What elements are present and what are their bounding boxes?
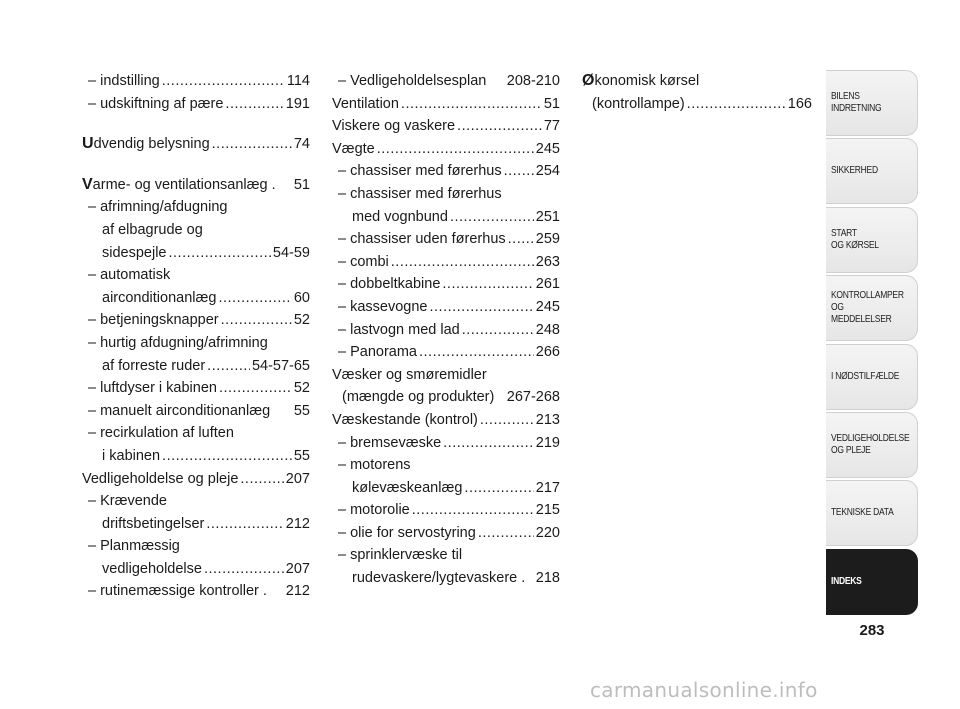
entry-text: – chassiser med førerhus <box>338 185 502 202</box>
entry-label <box>592 93 685 116</box>
entry-label <box>352 567 525 590</box>
entry-page: 207 <box>285 470 310 487</box>
entry-label <box>338 432 441 455</box>
chapter-tab-label: VEDLIGEHOLDELSE OG PLEJE <box>831 432 910 456</box>
entry-page: 217 <box>535 479 560 496</box>
entry-initial: V <box>82 175 93 193</box>
entry-text: – motorolie <box>338 502 410 519</box>
index-entry[interactable] <box>332 454 560 499</box>
entry-label <box>338 296 427 319</box>
dot-leader <box>391 251 534 274</box>
entry-text: i kabinen <box>102 447 161 464</box>
dot-leader <box>457 115 542 138</box>
entry-page: 220 <box>535 524 560 541</box>
entry-page: 51 <box>543 95 560 112</box>
index-entry[interactable] <box>82 490 310 535</box>
index-entry[interactable] <box>332 319 560 342</box>
index-entry[interactable] <box>332 251 560 274</box>
index-entry[interactable] <box>332 499 560 522</box>
entry-label <box>88 377 217 400</box>
entry-page: 266 <box>535 344 560 361</box>
dot-leader <box>206 513 283 536</box>
page-number: 283 <box>859 622 885 639</box>
entry-text: – sprinklervæske til <box>338 547 463 564</box>
entry-text: – luftdyser i kabinen <box>88 380 217 397</box>
chapter-tab[interactable] <box>826 275 918 341</box>
entry-label <box>88 70 160 93</box>
entry-page: 166 <box>787 95 812 112</box>
entry-label <box>338 160 502 183</box>
entry-page: 245 <box>535 140 560 157</box>
entry-text: – automatisk <box>88 267 171 284</box>
entry-text: – betjeningsknapper <box>88 312 219 329</box>
dot-leader <box>508 228 534 251</box>
dot-leader <box>478 522 534 545</box>
index-entry[interactable] <box>82 580 310 603</box>
dot-leader <box>419 341 534 364</box>
entry-page: 191 <box>285 95 310 112</box>
index-entry[interactable] <box>82 377 310 400</box>
index-entry[interactable] <box>82 309 310 332</box>
entry-text: Ventilation <box>332 95 399 112</box>
entry-text: – Vedligeholdelsesplan <box>338 73 487 89</box>
entry-label <box>338 70 486 93</box>
dot-leader <box>401 93 542 116</box>
index-entry[interactable] <box>332 93 560 116</box>
entry-page: 77 <box>543 118 560 135</box>
dot-leader <box>443 432 534 455</box>
entry-page: 51 <box>293 176 310 193</box>
entry-page: 54-59 <box>272 244 310 261</box>
chapter-tab[interactable] <box>826 549 918 615</box>
entry-label <box>82 468 238 491</box>
chapter-tab[interactable] <box>826 207 918 273</box>
entry-text: af elbagrude og <box>102 221 203 238</box>
entry-text: – olie for servostyring <box>338 524 476 541</box>
dot-leader <box>212 133 292 156</box>
entry-label <box>352 206 448 229</box>
entry-text: – recirkulation af luften <box>88 425 234 442</box>
dot-leader <box>429 296 533 319</box>
entry-label <box>102 242 167 265</box>
entry-text: – manuelt airconditionanlæg <box>88 402 271 419</box>
entry-text: Væskestande (kontrol) <box>332 411 478 428</box>
chapter-tab-label: I NØDSTILFÆLDE <box>831 370 900 382</box>
index-entry[interactable] <box>332 341 560 364</box>
dot-leader <box>462 319 534 342</box>
entry-text: Vedligeholdelse og pleje <box>82 470 239 487</box>
entry-text: Væsker og smøremidler <box>332 366 487 383</box>
entry-text: arme- og ventilationsanlæg . <box>92 176 276 193</box>
index-entry[interactable] <box>332 228 560 251</box>
entry-text: dvendig belysning <box>93 136 210 153</box>
index-entry[interactable] <box>332 70 560 93</box>
entry-text: med vognbund <box>352 208 448 225</box>
dot-leader <box>162 445 292 468</box>
index-entry[interactable] <box>82 535 310 580</box>
dot-leader <box>218 287 291 310</box>
entry-text: – dobbeltkabine <box>338 276 441 293</box>
entry-label <box>342 386 494 409</box>
entry-text: – chassiser med førerhus <box>338 163 502 180</box>
chapter-tab-label: TEKNISKE DATA <box>831 507 894 519</box>
entry-label <box>102 287 216 310</box>
index-entry[interactable] <box>332 409 560 432</box>
dot-leader <box>169 242 271 265</box>
entry-page: 74 <box>293 136 310 153</box>
dot-leader <box>207 355 250 378</box>
entry-text: Viskere og vaskere <box>332 118 456 135</box>
chapter-tabs <box>826 70 918 617</box>
watermark: carmanualsonline.info <box>590 678 818 702</box>
entry-page: 60 <box>293 289 310 306</box>
index-entry[interactable] <box>332 160 560 183</box>
entry-text: – Krævende <box>88 493 167 510</box>
dot-leader <box>687 93 786 116</box>
entry-text: konomisk kørsel <box>594 73 700 89</box>
chapter-tab-label: INDEKS <box>831 575 862 587</box>
index-entry[interactable] <box>332 544 560 589</box>
index-entry[interactable] <box>582 70 812 115</box>
entry-text: – Panorama <box>338 344 417 361</box>
entry-label <box>88 580 267 603</box>
chapter-tab-label: BILENS INDRETNING <box>831 91 882 114</box>
entry-label <box>352 477 462 500</box>
dot-leader <box>219 377 292 400</box>
entry-text: – afrimning/afdugning <box>88 199 228 216</box>
entry-page: 213 <box>535 411 560 428</box>
entry-label <box>88 400 270 423</box>
index-entry[interactable] <box>332 432 560 455</box>
entry-page: 259 <box>535 231 560 248</box>
entry-page: 212 <box>285 583 310 600</box>
entry-label <box>338 319 460 342</box>
index-entry[interactable] <box>332 138 560 161</box>
entry-page: 254 <box>535 163 560 180</box>
entry-label <box>82 133 210 156</box>
entry-page: 245 <box>535 298 560 315</box>
index-entry[interactable] <box>82 264 310 309</box>
entry-text: – combi <box>338 253 389 270</box>
chapter-tab[interactable] <box>826 480 918 546</box>
index-entry[interactable] <box>82 133 310 156</box>
entry-page: 212 <box>285 515 310 532</box>
entry-page: 52 <box>293 380 310 397</box>
index-entry[interactable] <box>332 364 560 409</box>
entry-label <box>332 115 455 138</box>
entry-label <box>102 355 205 378</box>
entry-label <box>82 174 276 197</box>
entry-label <box>332 409 478 432</box>
entry-label <box>338 228 506 251</box>
entry-page: 219 <box>535 434 560 451</box>
entry-page: 54-57-65 <box>251 357 310 374</box>
entry-label <box>338 341 417 364</box>
dot-leader <box>504 160 534 183</box>
entry-text: (mængde og produkter) <box>342 389 495 406</box>
index-column-3 <box>582 70 812 115</box>
entry-page: 263 <box>535 253 560 270</box>
index-entry[interactable] <box>82 422 310 467</box>
index-entry[interactable] <box>332 273 560 296</box>
entry-text: rudevaskere/lygtevaskere . <box>352 570 526 587</box>
index-column-2 <box>332 70 560 590</box>
entry-page: 55 <box>293 402 310 419</box>
entry-label <box>102 513 204 536</box>
index-entry[interactable] <box>332 115 560 138</box>
chapter-tab[interactable] <box>826 344 918 410</box>
entry-page: 261 <box>535 276 560 293</box>
entry-text: sidespejle <box>102 244 167 261</box>
index-entry[interactable] <box>82 93 310 116</box>
index-column-1 <box>82 70 310 603</box>
entry-page: 55 <box>293 447 310 464</box>
entry-text: – indstilling <box>88 73 160 89</box>
entry-label <box>338 499 410 522</box>
dot-leader <box>221 309 292 332</box>
entry-text: – chassiser uden førerhus <box>338 231 506 248</box>
entry-text: (kontrollampe) <box>592 95 685 112</box>
entry-text: airconditionanlæg <box>102 289 217 306</box>
entry-text: vedligeholdelse <box>102 560 202 577</box>
index-entry[interactable] <box>332 183 560 228</box>
entry-gap <box>82 115 310 133</box>
entry-label <box>338 522 476 545</box>
dot-leader <box>204 558 284 581</box>
entry-label <box>88 93 223 116</box>
entry-text: – lastvogn med lad <box>338 321 460 338</box>
index-entry[interactable] <box>82 196 310 264</box>
entry-label <box>102 558 202 581</box>
entry-page: 52 <box>293 312 310 329</box>
entry-initial: U <box>82 135 94 153</box>
entry-text: – hurtig afdugning/afrimning <box>88 334 268 351</box>
entry-page: 218 <box>535 570 560 587</box>
dot-leader <box>225 93 283 116</box>
dot-leader <box>412 499 534 522</box>
entry-text: kølevæskeanlæg <box>352 479 463 496</box>
entry-page: 267-268 <box>506 389 560 406</box>
index-entry[interactable] <box>82 468 310 491</box>
entry-text: – rutinemæssige kontroller . <box>88 583 267 600</box>
dot-leader <box>464 477 533 500</box>
entry-text: – udskiftning af pære <box>88 95 224 112</box>
dot-leader <box>480 409 534 432</box>
entry-gap <box>82 156 310 174</box>
chapter-tab-label: KONTROLLAMPER OG MEDDELELSER <box>831 290 904 326</box>
entry-page: 251 <box>535 208 560 225</box>
dot-leader <box>162 70 285 93</box>
chapter-tab[interactable] <box>826 138 918 204</box>
chapter-tab[interactable] <box>826 412 918 478</box>
dot-leader <box>442 273 533 296</box>
dot-leader <box>240 468 283 491</box>
index-entry[interactable] <box>82 400 310 423</box>
entry-page: 114 <box>286 73 310 89</box>
chapter-tab[interactable] <box>826 70 918 136</box>
index-entry[interactable] <box>82 332 310 377</box>
entry-page: 248 <box>535 321 560 338</box>
entry-label <box>332 93 399 116</box>
entry-label <box>88 309 219 332</box>
chapter-tab-label: SIKKERHED <box>831 165 878 177</box>
entry-page: 208-210 <box>506 73 560 89</box>
entry-page: 207 <box>285 560 310 577</box>
entry-text: af forreste ruder <box>102 357 206 374</box>
entry-label <box>338 273 440 296</box>
index-entry[interactable] <box>82 174 310 197</box>
entry-text: – bremsevæske <box>338 434 442 451</box>
entry-initial: Ø <box>582 72 595 89</box>
index-entry[interactable] <box>82 70 310 93</box>
entry-text: – motorens <box>338 457 411 474</box>
entry-page: 215 <box>535 502 560 519</box>
entry-label <box>102 445 160 468</box>
index-entry[interactable] <box>332 296 560 319</box>
dot-leader <box>450 206 534 229</box>
entry-text: – kassevogne <box>338 298 428 315</box>
chapter-tab-label: START OG KØRSEL <box>831 227 879 251</box>
entry-text: driftsbetingelser <box>102 515 205 532</box>
entry-text: Vægte <box>332 140 375 157</box>
entry-label <box>338 251 389 274</box>
entry-text: – Planmæssig <box>88 538 180 555</box>
entry-label <box>332 138 375 161</box>
index-entry[interactable] <box>332 522 560 545</box>
dot-leader <box>377 138 534 161</box>
